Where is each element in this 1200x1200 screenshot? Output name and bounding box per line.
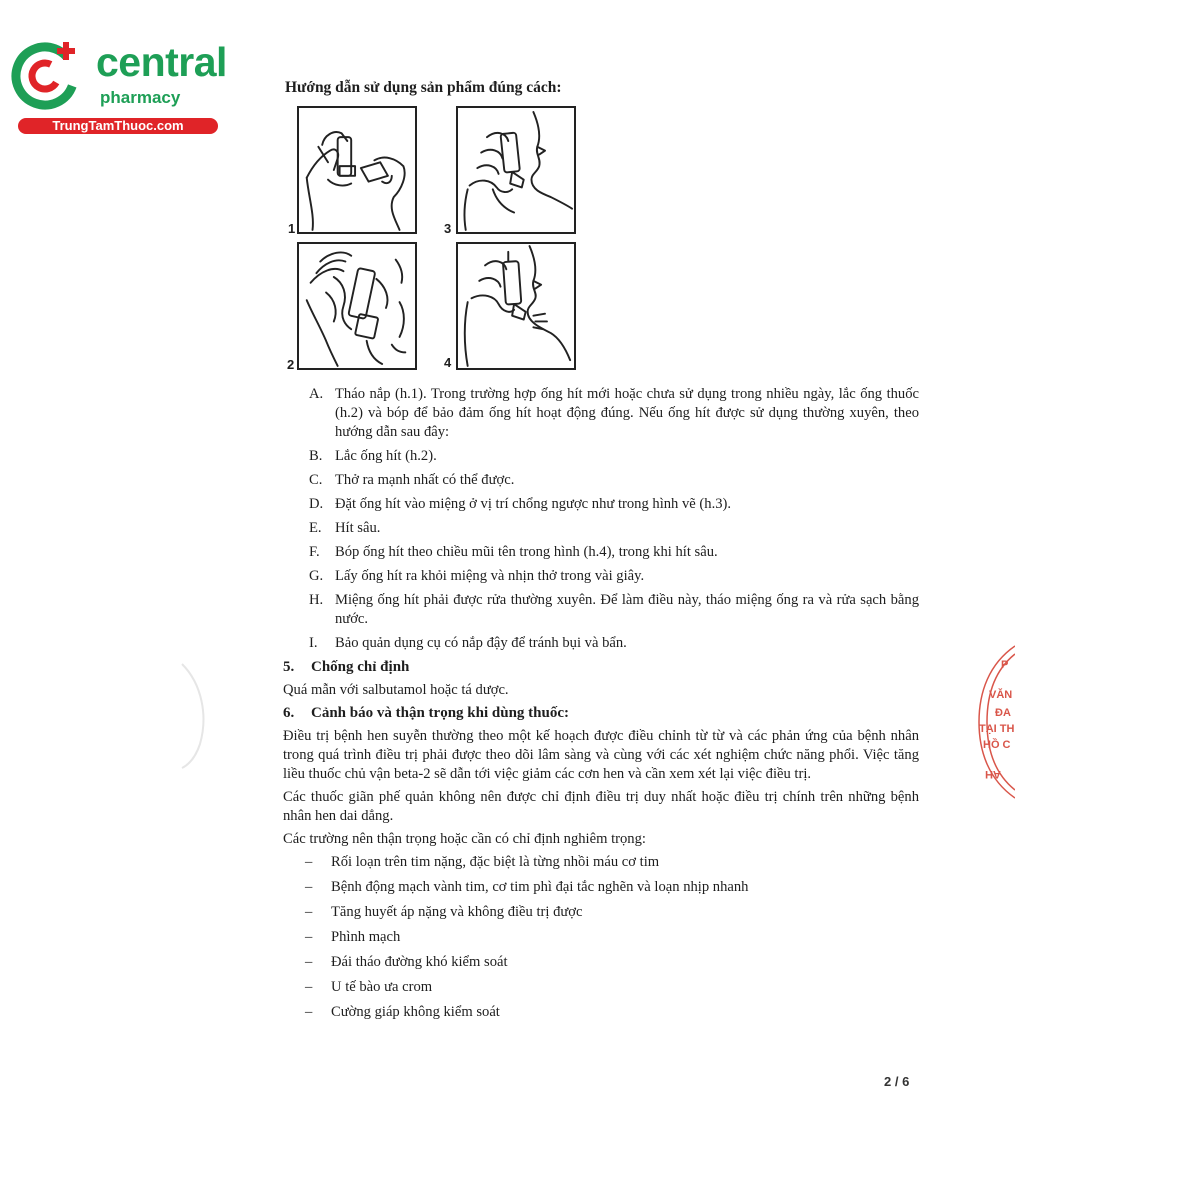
step-g	[283, 567, 919, 586]
stamp-text: HỒ C	[983, 739, 1011, 751]
dash-bullet: –	[305, 1004, 313, 1020]
list-item-text: Rối loạn trên tim nặng, đặc biệt là từng nhồi máu cơ tim	[331, 854, 660, 870]
list-item-text: Cường giáp không kiểm soát	[331, 1004, 500, 1020]
section-6-paragraph-3: Các trường nên thận trọng hoặc cần có chỉ định nghiêm trọng:	[283, 831, 646, 847]
step-g-text: Lấy ống hít ra khỏi miệng và nhịn thở trong vài giây.	[335, 568, 645, 584]
step-d	[283, 495, 919, 514]
stamp-text: ĐA	[995, 707, 1011, 719]
step-h	[283, 591, 919, 629]
section-5-title: Chống chỉ định	[311, 659, 410, 675]
list-item-text: Đái tháo đường khó kiểm soát	[331, 954, 508, 970]
usage-instructions-heading: Hướng dẫn sử dụng sản phẩm đúng cách:	[285, 79, 562, 96]
step-e-letter: E.	[309, 520, 322, 536]
stamp-text: P	[1001, 659, 1009, 671]
section-6-title: Cảnh báo và thận trọng khi dùng thuốc:	[311, 705, 569, 721]
approval-stamp	[975, 644, 1015, 800]
figure-1-number: 1	[288, 221, 296, 236]
step-e-text: Hít sâu.	[335, 520, 381, 536]
dash-bullet: –	[305, 979, 313, 995]
step-h-text: Miệng ống hít phải được rửa thường xuyên. Để làm điều này, tháo miệng ống ra và rửa sạch bằng nước.	[335, 592, 919, 627]
list-item-text: Bệnh động mạch vành tim, cơ tim phì đại tắc nghẽn và loạn nhịp nhanh	[331, 879, 749, 895]
list-item	[283, 878, 919, 897]
brand-logo[interactable]	[10, 38, 227, 138]
figure-2-number: 2	[287, 357, 295, 372]
step-b-letter: B.	[309, 448, 323, 464]
inhaler-cap-removal-illustration-icon	[299, 108, 415, 232]
list-item	[283, 928, 919, 947]
step-f	[283, 543, 919, 562]
step-d-text: Đặt ống hít vào miệng ở vị trí chổng ngược như trong hình vẽ (h.3).	[335, 496, 732, 512]
step-c	[283, 471, 919, 490]
section-5-number: 5.	[283, 659, 295, 675]
stamp-text: VĂN	[989, 689, 1013, 701]
dash-bullet: –	[305, 954, 313, 970]
logo-url-badge[interactable]: TrungTamThuoc.com	[18, 118, 218, 134]
step-i-text: Bảo quản dụng cụ có nắp đậy để tránh bụi và bẩn.	[335, 635, 627, 651]
section-6-number: 6.	[283, 705, 295, 721]
section-6-paragraph-2: Các thuốc giãn phế quản không nên được chỉ định điều trị duy nhất hoặc điều trị chính trên những bệnh nhân hen dai dẳng.	[283, 789, 919, 824]
list-item-text: Tăng huyết áp nặng và không điều trị được	[331, 904, 583, 920]
faint-seal-mark-icon	[152, 660, 212, 770]
step-b	[283, 447, 919, 466]
stamp-text: TẠI TH	[979, 723, 1015, 735]
step-f-text: Bóp ống hít theo chiều mũi tên trong hình (h.4), trong khi hít sâu.	[335, 544, 718, 560]
figure-2	[297, 242, 417, 370]
figure-3	[456, 106, 576, 234]
list-item-text: U tế bào ưa crom	[331, 979, 433, 995]
step-h-letter: H.	[309, 592, 324, 608]
section-6-paragraph-1: Điều trị bệnh hen suyễn thường theo một kế hoạch được điều chỉnh từ từ và các phản ứng của bệnh nhân trong quá trình điều trị phải được theo dõi lâm sàng và cùng với các xét nghiệm chức năng phổi. Việc tăng liều thuốc chủ vận beta-2 sẽ dẫn tới việc giảm các cơn hen và cần xem xét lại việc điều trị.	[283, 728, 919, 782]
stamp-text: AH	[985, 768, 1001, 780]
step-i-letter: I.	[309, 635, 318, 651]
step-g-letter: G.	[309, 568, 324, 584]
section-6-heading	[283, 704, 919, 723]
inhaler-in-mouth-illustration-icon	[458, 108, 574, 232]
dash-bullet: –	[305, 904, 313, 920]
logo-subtitle: pharmacy	[100, 88, 181, 107]
step-c-text: Thở ra mạnh nhất có thể được.	[335, 472, 515, 488]
figure-3-number: 3	[444, 221, 452, 236]
step-b-text: Lắc ống hít (h.2).	[335, 448, 437, 464]
step-e	[283, 519, 919, 538]
list-item	[283, 978, 919, 997]
list-item	[283, 903, 919, 922]
dash-bullet: –	[305, 879, 313, 895]
logo-name: central	[96, 39, 227, 85]
list-item-text: Phình mạch	[331, 929, 401, 945]
list-item	[283, 1003, 919, 1022]
list-item	[283, 853, 919, 872]
inhaler-shaking-illustration-icon	[299, 244, 415, 368]
section-5-heading	[283, 658, 919, 677]
central-pharmacy-logo-icon	[10, 38, 86, 114]
section-5-text: Quá mẫn với salbutamol hoặc tá dược.	[283, 682, 509, 698]
step-a-letter: A.	[309, 386, 324, 402]
step-f-letter: F.	[309, 544, 320, 560]
inhaler-press-inhale-illustration-icon	[458, 244, 574, 368]
figure-4	[456, 242, 576, 370]
step-a	[283, 385, 919, 442]
step-d-letter: D.	[309, 496, 324, 512]
list-item	[283, 953, 919, 972]
dash-bullet: –	[305, 929, 313, 945]
dash-bullet: –	[305, 854, 313, 870]
step-i	[283, 634, 919, 653]
figure-1	[297, 106, 417, 234]
page-number: 2 / 6	[884, 1074, 910, 1089]
step-a-text: Tháo nắp (h.1). Trong trường hợp ống hít mới hoặc chưa sử dụng trong nhiều ngày, lắc ống thuốc (h.2) và bóp để bảo đảm ống hít hoạt động đúng. Nếu ống hít được sử dụng thường xuyên, theo hướng dẫn sau đây:	[335, 386, 919, 440]
caution-list	[283, 853, 919, 1022]
figure-4-number: 4	[444, 355, 452, 370]
document-body	[283, 385, 919, 1028]
step-c-letter: C.	[309, 472, 323, 488]
